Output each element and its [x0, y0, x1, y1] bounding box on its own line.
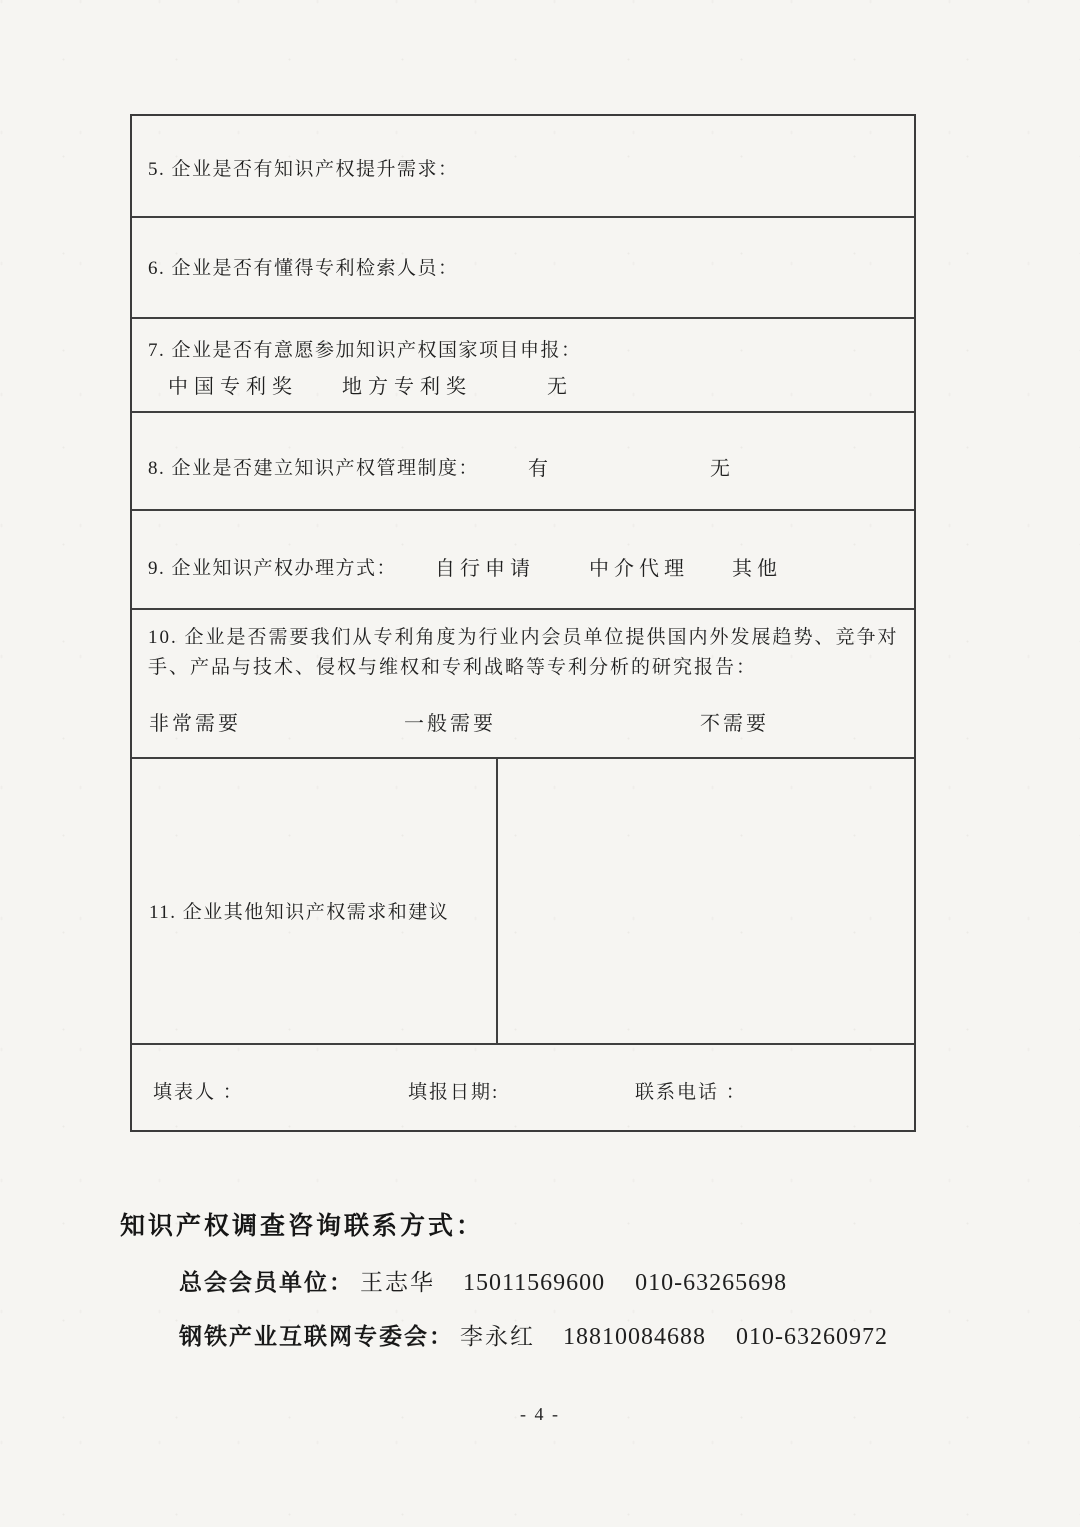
row-10-label: 10. 企业是否需要我们从专利角度为行业内会员单位提供国内外发展趋势、竞争对手、产品与技术、侵权与维权和专利战略等专利分析的研究报告：: [148, 627, 899, 678]
contact-mobile-number: 15011569600: [463, 1270, 606, 1296]
row-11-label: 11. 企业其他知识产权需求和建议: [149, 902, 450, 923]
contact-mobile-number: 18810084688: [563, 1324, 706, 1350]
table-row-9: [132, 509, 914, 608]
row-8-option-yes: 有: [528, 458, 550, 480]
row-5-label: 5. 企业是否有知识产权提升需求：: [148, 159, 459, 180]
table-row-7: [132, 317, 914, 411]
table-row-11: [132, 757, 914, 1043]
row-7-option-none: 无: [547, 376, 573, 398]
contact-entry-steel-internet-committee: [179, 1318, 888, 1351]
ip-survey-table: [130, 114, 916, 1132]
row-8-option-no: 无: [710, 458, 732, 480]
table-row-6: [132, 216, 914, 317]
row-7-option-china-patent-award: 中国专利奖: [168, 376, 298, 398]
row-9-option-agency: 中介代理: [589, 558, 689, 580]
contact-entry-general-members: [179, 1264, 787, 1297]
table-row-5: [132, 116, 914, 216]
footer-filled-by-label: 填表人 ：: [153, 1082, 244, 1103]
footer-contact-phone-label: 联系电话 ：: [635, 1082, 747, 1103]
contact-section-heading: 知识产权调查咨询联系方式：: [120, 1212, 485, 1240]
row-6-label: 6. 企业是否有懂得专利检索人员：: [148, 258, 459, 279]
row-9-option-self-apply: 自行申请: [435, 558, 535, 580]
contact-landline-number: 010-63265698: [635, 1270, 788, 1296]
contact-person-name: 王志华: [360, 1270, 435, 1295]
row-7-option-local-patent-award: 地方专利奖: [342, 376, 472, 398]
row-10-option-somewhat-needed: 一般需要: [404, 713, 496, 735]
row-9-label: 9. 企业知识产权办理方式：: [148, 558, 398, 579]
row-10-option-not-needed: 不需要: [700, 713, 769, 735]
contact-org-label: 总会会员单位：: [179, 1269, 354, 1295]
row-8-label: 8. 企业是否建立知识产权管理制度：: [148, 458, 480, 479]
table-row-10: [132, 608, 914, 757]
table-row-8: [132, 411, 914, 509]
row-10-option-very-needed: 非常需要: [149, 713, 241, 735]
row-7-label: 7. 企业是否有意愿参加知识产权国家项目申报：: [148, 340, 582, 361]
row-11-cell-divider: [496, 759, 498, 1043]
contact-person-name: 李永红: [460, 1324, 535, 1349]
row-9-option-other: 其他: [732, 558, 782, 580]
contact-org-label: 钢铁产业互联网专委会：: [179, 1323, 454, 1349]
footer-fill-date-label: 填报日期:: [408, 1082, 500, 1103]
contact-landline-number: 010-63260972: [736, 1324, 888, 1350]
page-number: - 4 -: [520, 1404, 560, 1424]
table-footer-row: [132, 1043, 914, 1134]
